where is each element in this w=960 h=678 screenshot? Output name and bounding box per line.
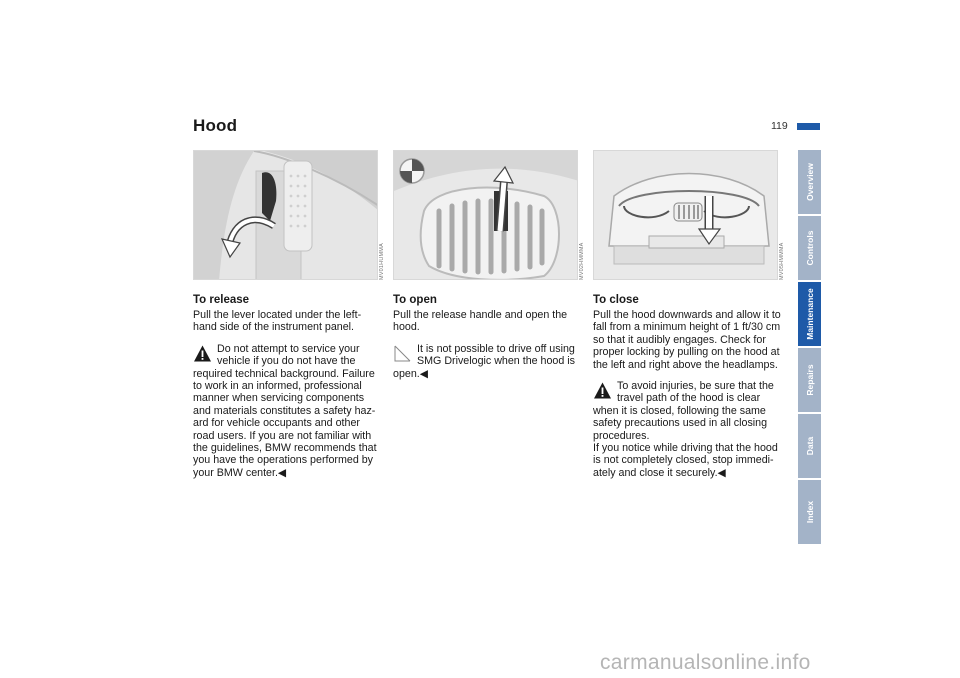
warning-note-close-first: To avoid injuries, be sure that the travel path of the hood is clear <box>617 380 774 405</box>
figure-code-3: MV05HMMMA <box>779 242 785 280</box>
figure-hood-release-handle <box>393 150 578 280</box>
section-body-open: Pull the release handle and open the hood. <box>393 309 568 334</box>
info-note-open-first: It is not possible to drive off using SMG Drivelogic when the hood is <box>417 342 576 368</box>
figure-hood-release-lever <box>193 150 378 280</box>
nav-tab-maintenance[interactable]: Maintenance <box>798 282 821 346</box>
section-heading-release: To release <box>193 294 250 306</box>
info-arrow-icon <box>393 344 412 363</box>
section-heading-open: To open <box>393 294 437 306</box>
warning-note-release-rest: required technical background. Failure to work in an informed, professional manner when servicing components and materials constitutes a safety haz-ard for vehicle occupants and other road users. If you are not familiar with the guidelines, BMW recommends that you have the operations performed by your BMW center.◀ <box>193 367 377 479</box>
nav-tab-controls[interactable]: Controls <box>798 216 821 280</box>
section-body-release: Pull the lever located under the left-hand side of the instrument panel. <box>193 309 362 334</box>
hood-release-handle-grille-illustration <box>394 151 578 280</box>
warning-note-release-first: Do not attempt to service your vehicle if you do not have the <box>217 342 360 368</box>
nav-tab-repairs[interactable]: Repairs <box>798 348 821 412</box>
section-close <box>593 293 783 479</box>
warning-note-close-rest: when it is closed, following the same safety precautions used in all closing procedures. <box>593 404 768 442</box>
info-note-open <box>393 343 583 380</box>
nav-tab-index[interactable]: Index <box>798 480 821 544</box>
warning-note-close <box>593 380 783 479</box>
warning-triangle-icon <box>593 381 612 400</box>
nav-tab-overview[interactable]: Overview <box>798 150 821 214</box>
section-release <box>193 293 383 479</box>
figure-code-1: MV01HUMMA <box>379 243 385 280</box>
side-nav <box>798 150 821 546</box>
page-number: 119 <box>771 120 788 132</box>
page-title: Hood <box>193 116 238 135</box>
section-body-close: Pull the hood downwards and allow it to fall from a minimum height of 1 ft/30 cm so that it audibly engages. Check for proper locking by pulling on the hood at the left and right above the headlamps. <box>593 309 781 371</box>
page-tab-marker <box>797 123 820 130</box>
figure-code-2: MV02HMMMA <box>579 242 585 280</box>
watermark: carmanualsonline.info <box>600 651 811 674</box>
section-open <box>393 293 583 380</box>
warning-triangle-icon <box>193 344 212 363</box>
warning-note-release <box>193 343 383 479</box>
nav-tab-data[interactable]: Data <box>798 414 821 478</box>
hood-release-lever-illustration <box>194 151 378 280</box>
section-heading-close: To close <box>593 294 639 306</box>
hood-closing-illustration <box>594 151 778 280</box>
warning-note-close-extra: If you notice while driving that the hood is not completely closed, stop immedi-ately and close it securely.◀ <box>593 442 778 479</box>
info-note-open-rest: open.◀ <box>393 367 428 380</box>
figure-hood-closing <box>593 150 778 280</box>
